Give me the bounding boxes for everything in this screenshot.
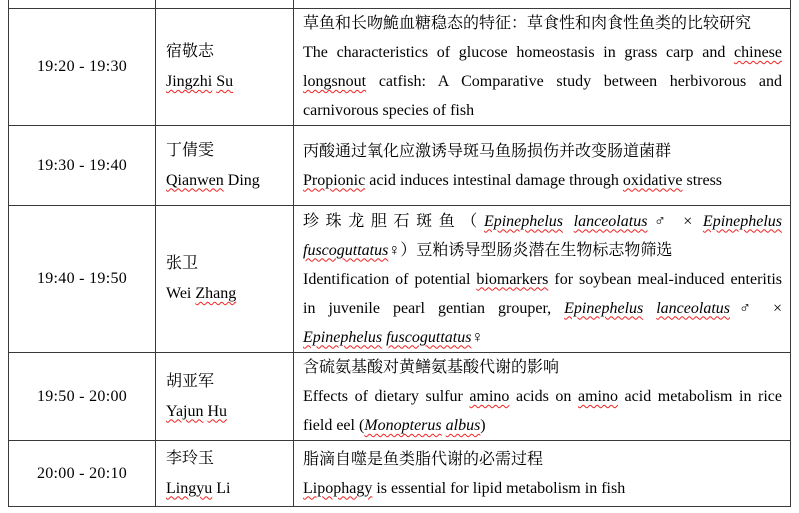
species-name: ♀	[471, 328, 484, 346]
text-run: ×	[760, 299, 783, 317]
misspelled-word: Hu	[207, 402, 228, 420]
talk-title-en	[303, 166, 782, 195]
text-run: 脂滴自噬是鱼类脂代谢的必需过程	[303, 450, 544, 468]
text-run: Wei	[166, 285, 196, 302]
time-slot-text: 19:20 - 19:30	[36, 58, 128, 75]
misspelled-word: amino	[469, 388, 510, 405]
schedule-row	[9, 126, 791, 206]
presenter-name-cn: 丁倩雯	[166, 141, 215, 159]
presenter-name-cn: 胡亚军	[166, 372, 215, 390]
misspelled-word: Epinephelus	[702, 212, 783, 230]
talk-title-cell	[294, 441, 791, 507]
text-run: catfish: A Comparative study between herbivorous and carnivorous species of fish	[303, 73, 782, 119]
misspelled-word: lanceolatus	[656, 299, 730, 317]
talk-title-cn	[303, 137, 782, 166]
text-run: is essential for lipid metabolism in fish	[372, 479, 626, 497]
misspelled-word: Qianwen	[166, 171, 224, 189]
misspelled-word: Yajun	[166, 402, 204, 420]
text-run: stress	[682, 171, 723, 189]
clipped-cell	[294, 0, 791, 9]
presenter-name-en	[166, 67, 289, 97]
presenter-name-en	[166, 279, 289, 309]
schedule-row	[9, 353, 791, 441]
misspelled-word: Epinephelus	[303, 328, 383, 346]
time-slot-cell	[9, 206, 156, 353]
time-slot-cell	[9, 441, 156, 507]
misspelled-word: Jingzhi	[166, 73, 213, 90]
species-name	[643, 300, 656, 317]
presenter-cell	[156, 126, 294, 206]
misspelled-word: Monopterus	[364, 417, 442, 434]
misspelled-word: lanceolatus	[573, 212, 648, 230]
presenter-name-en	[166, 397, 289, 427]
time-slot-cell	[9, 126, 156, 206]
time-slot-text: 19:40 - 19:50	[36, 270, 128, 287]
species-name: ♂	[647, 212, 673, 230]
talk-title-cell	[294, 353, 791, 441]
text-run: 含硫氨基酸对黄鳝氨基酸代谢的影响	[303, 359, 560, 376]
time-slot-cell	[9, 353, 156, 441]
misspelled-word: oxidative	[622, 171, 683, 189]
text-run: Li	[212, 479, 231, 497]
text-run: for soybean meal-induced enteritis in juvenile pearl gentian grouper,	[303, 270, 782, 317]
talk-title-cell	[294, 9, 791, 126]
schedule-row	[9, 441, 791, 507]
talk-title-cn	[303, 445, 782, 474]
misspelled-word: amino	[577, 388, 618, 405]
text-run: 珍珠龙胆石斑鱼（	[303, 212, 484, 230]
clipped-cell	[156, 0, 294, 9]
text-run: Effects of dietary sulfur	[303, 388, 470, 405]
text-run: acids on	[509, 388, 578, 405]
misspelled-word: longsnout	[303, 73, 367, 90]
presenter-cell	[156, 206, 294, 353]
time-slot-text: 20:00 - 20:10	[36, 464, 128, 482]
presenter-name-en	[166, 166, 289, 196]
talk-title-cn	[303, 207, 782, 265]
time-slot-text: 19:30 - 19:40	[36, 156, 128, 174]
schedule-row	[9, 206, 791, 353]
schedule-row	[9, 9, 791, 126]
misspelled-word: Su	[216, 73, 234, 90]
misspelled-word: chinese	[734, 44, 782, 61]
schedule-table	[8, 0, 791, 507]
talk-title-en	[303, 382, 782, 440]
text-run: 丙酸通过氧化应激诱导斑马鱼肠损伤并改变肠道菌群	[303, 142, 672, 160]
text-run: ×	[672, 212, 703, 230]
talk-title-cell	[294, 206, 791, 353]
text-run: acid metabolism in rice field eel (	[303, 388, 783, 434]
talk-title-en	[303, 38, 782, 125]
misspelled-word: Epinephelus	[564, 299, 644, 317]
species-name: ♀	[388, 241, 401, 259]
misspelled-word: fuscoguttatus	[386, 328, 472, 346]
misspelled-word: Zhang	[195, 285, 237, 302]
schedule-rows	[9, 0, 791, 507]
presenter-cell	[156, 441, 294, 507]
misspelled-word: Lipophagy	[303, 479, 373, 497]
time-slot-cell	[9, 9, 156, 126]
presenter-cell	[156, 353, 294, 441]
misspelled-word: biomarkers	[476, 270, 549, 288]
misspelled-word: Lingyu	[166, 479, 213, 497]
misspelled-word: Epinephelus	[483, 212, 564, 230]
misspelled-word: albus	[445, 417, 481, 434]
clipped-row	[9, 0, 791, 9]
species-name: ♂	[730, 299, 760, 317]
talk-title-cell	[294, 126, 791, 206]
text-run: ）豆粕诱导型肠炎潜在生物标志物筛选	[400, 241, 673, 259]
text-run: Ding	[223, 171, 260, 189]
species-name	[563, 213, 574, 230]
presenter-cell	[156, 9, 294, 126]
talk-title-en	[303, 265, 782, 352]
text-run: 草鱼和长吻鮠血糖稳态的特征：草食性和肉食性鱼类的比较研究	[303, 15, 752, 32]
text-run: Identification of potential	[303, 270, 477, 288]
talk-title-cn	[303, 9, 782, 38]
text-run: The characteristics of glucose homeostasis in grass carp and	[303, 44, 735, 61]
misspelled-word: Propionic	[303, 171, 366, 189]
presenter-name-cn: 张卫	[166, 255, 199, 272]
clipped-cell	[9, 0, 156, 9]
presenter-name-cn: 宿敬志	[166, 43, 215, 60]
text-run: acid induces intestinal damage through	[365, 171, 623, 189]
talk-title-cn	[303, 353, 782, 382]
presenter-name-en	[166, 474, 289, 504]
talk-title-en	[303, 474, 782, 503]
misspelled-word: fuscoguttatus	[303, 241, 389, 259]
time-slot-text: 19:50 - 20:00	[36, 387, 128, 405]
text-run: )	[480, 417, 486, 434]
presenter-name-cn: 李玲玉	[166, 449, 215, 467]
